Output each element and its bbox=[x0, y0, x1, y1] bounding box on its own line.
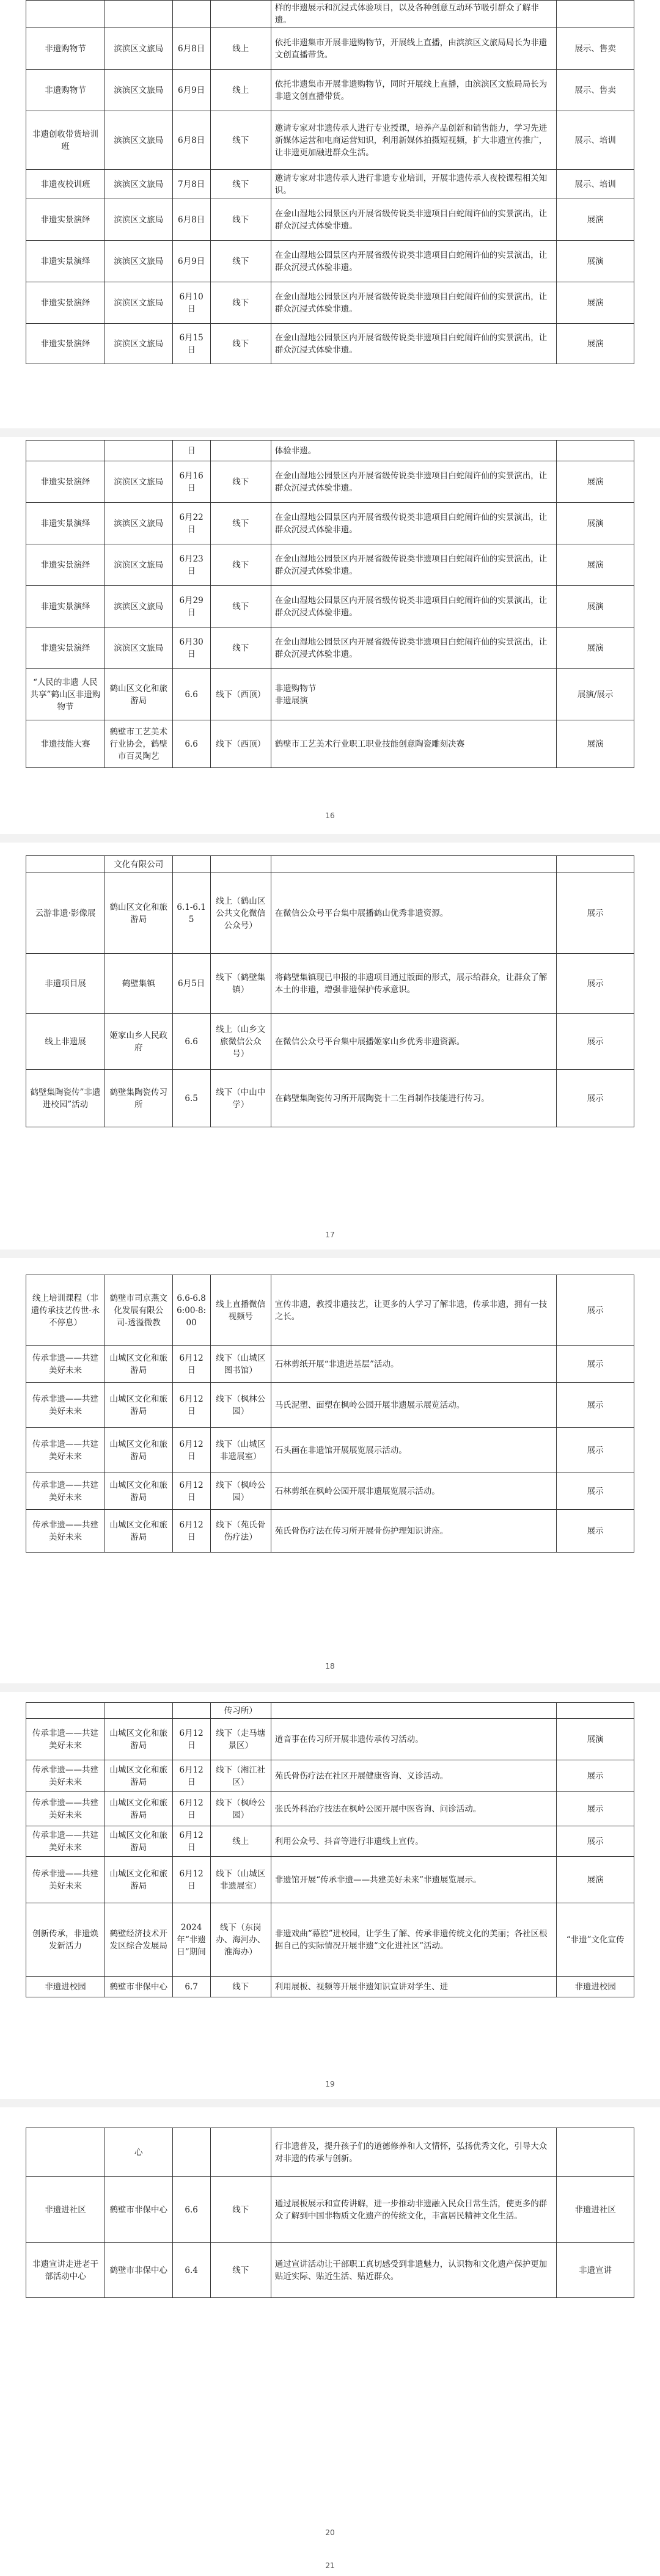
format-cell: 非遗进社区 bbox=[557, 2177, 634, 2243]
format-cell: 展演 bbox=[557, 1719, 634, 1760]
mode-cell: 线下 bbox=[210, 324, 271, 364]
content-cell: 将鹤壁集镇现已申报的非遗项目通过版面的形式，展示给群众，让群众了解本土的非遗，增强非遗保护传承意识。 bbox=[271, 954, 557, 1014]
organizer-cell: 山城区文化和旅游局 bbox=[105, 1346, 172, 1383]
mode-cell: 线下（山城区非遗展室） bbox=[210, 1857, 271, 1903]
organizer-cell: 鹤壁集镇 bbox=[105, 954, 172, 1014]
format-cell: 展演 bbox=[557, 628, 634, 669]
table-row bbox=[26, 28, 634, 70]
table-row bbox=[26, 199, 634, 241]
format-cell: 展演 bbox=[557, 544, 634, 586]
mode-cell: 线上直播微信视频号 bbox=[210, 1275, 271, 1346]
page-separator bbox=[0, 2099, 660, 2107]
content-cell: 苑氏骨伤疗法在传习所开展骨伤护理知识讲座。 bbox=[271, 1510, 557, 1553]
format-cell: 展示 bbox=[557, 1428, 634, 1473]
activity-name-cell: 非遗创收带货培训班 bbox=[26, 111, 105, 170]
page-separator bbox=[0, 1250, 660, 1258]
mode-cell: 线下（西顶） bbox=[210, 720, 271, 768]
organizer-cell: 姬家山乡人民政府 bbox=[105, 1014, 172, 1070]
table-row bbox=[26, 170, 634, 199]
activity-table bbox=[26, 440, 634, 768]
date-cell: 6.6-6.8 6:00-8:00 bbox=[172, 1275, 210, 1346]
content-cell: 样的非遗展示和沉浸式体验项目，以及各种创意互动环节吸引群众了解非遗。 bbox=[271, 1, 557, 28]
content-cell: 在金山湿地公园景区内开展省级传说类非遗项目白蛇闹许仙的实景演出，让群众沉浸式体验非遗。 bbox=[271, 503, 557, 544]
date-cell: 6月12日 bbox=[172, 1473, 210, 1510]
page-number: 19 bbox=[325, 2080, 335, 2088]
mode-cell: 线下 bbox=[210, 111, 271, 170]
activity-name-cell: 非遗实景演绎 bbox=[26, 544, 105, 586]
table-row bbox=[26, 1857, 634, 1903]
organizer-cell: 滨滨区文旅局 bbox=[105, 461, 172, 503]
activity-table bbox=[26, 1702, 634, 1997]
date-cell: 6.6 bbox=[172, 1014, 210, 1070]
content-cell: 鹤壁市工艺美术行业职工职业技能创意陶瓷雕刻决赛 bbox=[271, 720, 557, 768]
mode-cell: 线下（走马塘景区） bbox=[210, 1719, 271, 1760]
table-row bbox=[26, 1070, 634, 1127]
document-page bbox=[0, 1259, 660, 1683]
mode-cell: 线上（鹤山区公共文化微信公众号） bbox=[210, 873, 271, 954]
page-number: 18 bbox=[325, 1662, 335, 1670]
format-cell: 展示 bbox=[557, 954, 634, 1014]
content-cell: 在金山湿地公园景区内开展省级传说类非遗项目白蛇闹许仙的实景演出，让群众沉浸式体验非遗。 bbox=[271, 324, 557, 364]
table-row bbox=[26, 503, 634, 544]
content-cell: 在金山湿地公园景区内开展省级传说类非遗项目白蛇闹许仙的实景演出，让群众沉浸式体验非遗。 bbox=[271, 241, 557, 282]
table-row bbox=[26, 1346, 634, 1383]
date-cell: 6.6 bbox=[172, 2177, 210, 2243]
format-cell: 展示 bbox=[557, 1826, 634, 1857]
table-row bbox=[26, 70, 634, 111]
content-cell: 在金山湿地公园景区内开展省级传说类非遗项目白蛇闹许仙的实景演出，让群众沉浸式体验非遗。 bbox=[271, 282, 557, 324]
format-cell: 展示、售卖 bbox=[557, 70, 634, 111]
format-cell: 展示 bbox=[557, 1275, 634, 1346]
date-cell bbox=[172, 1, 210, 28]
table-row bbox=[26, 1903, 634, 1977]
organizer-cell: 滨滨区文旅局 bbox=[105, 324, 172, 364]
activity-name-cell: 非遗实景演绎 bbox=[26, 324, 105, 364]
activity-name-cell: 创新传承，非遗焕发新活力 bbox=[26, 1903, 105, 1977]
mode-cell: 线上 bbox=[210, 1826, 271, 1857]
date-cell: 6月23日 bbox=[172, 544, 210, 586]
mode-cell: 线下 bbox=[210, 544, 271, 586]
format-cell: 展示 bbox=[557, 1473, 634, 1510]
organizer-cell: 鹤壁市非保中心 bbox=[105, 2177, 172, 2243]
table-row bbox=[26, 2128, 634, 2177]
date-cell: 6.7 bbox=[172, 1977, 210, 1997]
date-cell: 6.4 bbox=[172, 2243, 210, 2298]
mode-cell: 线下 bbox=[210, 586, 271, 628]
organizer-cell: 鹤山区文化和旅游局 bbox=[105, 873, 172, 954]
organizer-cell: 鹤山区文化和旅游局 bbox=[105, 669, 172, 720]
mode-cell: 线上（山乡文旅微信公众号） bbox=[210, 1014, 271, 1070]
table-row bbox=[26, 1703, 634, 1719]
date-cell: 6.1-6.15 bbox=[172, 873, 210, 954]
table-row bbox=[26, 544, 634, 586]
table-row bbox=[26, 441, 634, 461]
content-cell: 在金山湿地公园景区内开展省级传说类非遗项目白蛇闹许仙的实景演出，让群众沉浸式体验非遗。 bbox=[271, 544, 557, 586]
organizer-cell bbox=[105, 1703, 172, 1719]
content-cell: 邀请专家对非遗传承人进行专业授课，培养产品创新和销售能力，学习先进新媒体运营和电商运营知识，利用新媒体拍摄短视频，扩大非遗宣传推广，让非遗更加融进群众生活。 bbox=[271, 111, 557, 170]
format-cell: “非遗”文化宣传 bbox=[557, 1903, 634, 1977]
format-cell: 展示 bbox=[557, 1760, 634, 1792]
table-row bbox=[26, 1473, 634, 1510]
table-row bbox=[26, 1014, 634, 1070]
content-cell: 宣传非遗，教授非遗技艺，让更多的人学习了解非遗，传承非遗，拥有一技之长。 bbox=[271, 1275, 557, 1346]
content-cell: 在金山湿地公园景区内开展省级传说类非遗项目白蛇闹许仙的实景演出，让群众沉浸式体验非遗。 bbox=[271, 461, 557, 503]
date-cell: 6月12日 bbox=[172, 1792, 210, 1826]
activity-name-cell: 非遗购物节 bbox=[26, 70, 105, 111]
activity-name-cell: 非遗实景演绎 bbox=[26, 282, 105, 324]
content-cell: 行非遗普及，提升孩子们的道德修养和人文情怀，弘扬优秀文化，引导大众对非遗的传承与创新。 bbox=[271, 2128, 557, 2177]
format-cell: 非遗宣讲 bbox=[557, 2243, 634, 2298]
date-cell: 日 bbox=[172, 441, 210, 461]
content-cell: 在金山湿地公园景区内开展省级传说类非遗项目白蛇闹许仙的实景演出，让群众沉浸式体验非遗。 bbox=[271, 586, 557, 628]
table-row bbox=[26, 954, 634, 1014]
table-row bbox=[26, 1792, 634, 1826]
document-page bbox=[0, 1692, 660, 2098]
table-row bbox=[26, 324, 634, 364]
organizer-cell: 滨滨区文旅局 bbox=[105, 503, 172, 544]
organizer-cell: 鹤壁市司京燕文化发展有限公司-透溢微教 bbox=[105, 1275, 172, 1346]
activity-table bbox=[26, 1275, 634, 1553]
date-cell bbox=[172, 856, 210, 873]
document-page bbox=[0, 0, 660, 428]
activity-name-cell: “人民的非遗 人民共享”鹤山区非遗购物节 bbox=[26, 669, 105, 720]
organizer-cell: 滨滨区文旅局 bbox=[105, 111, 172, 170]
page-separator bbox=[0, 1683, 660, 1692]
mode-cell: 线下（山城区图书馆） bbox=[210, 1346, 271, 1383]
date-cell: 6月12日 bbox=[172, 1857, 210, 1903]
date-cell: 6月9日 bbox=[172, 70, 210, 111]
activity-name-cell: 非遗实景演绎 bbox=[26, 586, 105, 628]
date-cell: 6月30日 bbox=[172, 628, 210, 669]
organizer-cell: 滨滨区文旅局 bbox=[105, 28, 172, 70]
activity-name-cell: 非遗夜校训班 bbox=[26, 170, 105, 199]
page-separator bbox=[0, 834, 660, 843]
format-cell: 展示、培训 bbox=[557, 170, 634, 199]
document-page bbox=[0, 843, 660, 1249]
organizer-cell: 山城区文化和旅游局 bbox=[105, 1383, 172, 1428]
activity-name-cell: 传承非遗——共建美好未来 bbox=[26, 1719, 105, 1760]
format-cell: 展演 bbox=[557, 282, 634, 324]
activity-name-cell bbox=[26, 856, 105, 873]
organizer-cell: 山城区文化和旅游局 bbox=[105, 1826, 172, 1857]
document-page bbox=[0, 437, 660, 833]
mode-cell: 线下 bbox=[210, 628, 271, 669]
date-cell: 6月12日 bbox=[172, 1383, 210, 1428]
content-cell: 依托非遗集市开展非遗购物节，同时开展线上直播，由滨滨区文旅局局长为非遗文创直播带货。 bbox=[271, 70, 557, 111]
mode-cell: 线下 bbox=[210, 2177, 271, 2243]
content-cell: 利用公众号、抖音等进行非遗线上宣传。 bbox=[271, 1826, 557, 1857]
date-cell bbox=[172, 2128, 210, 2177]
format-cell: 展示、培训 bbox=[557, 111, 634, 170]
table-row bbox=[26, 1, 634, 28]
mode-cell: 线上 bbox=[210, 28, 271, 70]
activity-name-cell: 云游非遗·影像展 bbox=[26, 873, 105, 954]
format-cell: 展演 bbox=[557, 199, 634, 241]
format-cell bbox=[557, 1703, 634, 1719]
format-cell: 展示 bbox=[557, 1346, 634, 1383]
content-cell: 苑氏骨伤疗法在社区开展健康咨询、义诊活动。 bbox=[271, 1760, 557, 1792]
activity-table bbox=[26, 855, 634, 1127]
format-cell bbox=[557, 2128, 634, 2177]
format-cell: 展演 bbox=[557, 586, 634, 628]
mode-cell: 线下（西顶） bbox=[210, 669, 271, 720]
date-cell: 6月5日 bbox=[172, 954, 210, 1014]
table-row bbox=[26, 1719, 634, 1760]
organizer-cell: 滨滨区文旅局 bbox=[105, 199, 172, 241]
activity-name-cell: 鹤壁集陶瓷传”非遗进校园”活动 bbox=[26, 1070, 105, 1127]
table-row bbox=[26, 282, 634, 324]
format-cell: 展演 bbox=[557, 1857, 634, 1903]
activity-table bbox=[26, 0, 634, 364]
page-number: 17 bbox=[325, 1231, 335, 1239]
activity-name-cell: 传承非遗——共建美好未来 bbox=[26, 1510, 105, 1553]
table-row bbox=[26, 241, 634, 282]
mode-cell: 线下（枫岭公园） bbox=[210, 1792, 271, 1826]
activity-name-cell: 线上非遗展 bbox=[26, 1014, 105, 1070]
organizer-cell bbox=[105, 441, 172, 461]
organizer-cell: 山城区文化和旅游局 bbox=[105, 1857, 172, 1903]
table-row bbox=[26, 1977, 634, 1997]
content-cell: 石林剪纸开展“非遗进基层”活动。 bbox=[271, 1346, 557, 1383]
content-cell: 在微信公众号平台集中展播姬家山乡优秀非遗资源。 bbox=[271, 1014, 557, 1070]
mode-cell: 线下 bbox=[210, 199, 271, 241]
format-cell: 展示 bbox=[557, 1014, 634, 1070]
activity-name-cell: 传承非遗——共建美好未来 bbox=[26, 1473, 105, 1510]
date-cell: 2024年“非遗日”期间 bbox=[172, 1903, 210, 1977]
content-cell: 在金山湿地公园景区内开展省级传说类非遗项目白蛇闹许仙的实景演出，让群众沉浸式体验非遗。 bbox=[271, 628, 557, 669]
organizer-cell: 鹤壁市非保中心 bbox=[105, 2243, 172, 2298]
table-row bbox=[26, 1275, 634, 1346]
format-cell bbox=[557, 856, 634, 873]
page-number: 21 bbox=[325, 2561, 335, 2570]
activity-name-cell: 传承非遗——共建美好未来 bbox=[26, 1760, 105, 1792]
content-cell: 石头画在非遗馆开展展览展示活动。 bbox=[271, 1428, 557, 1473]
organizer-cell: 山城区文化和旅游局 bbox=[105, 1510, 172, 1553]
content-cell bbox=[271, 1703, 557, 1719]
format-cell: 展演 bbox=[557, 503, 634, 544]
mode-cell: 线下 bbox=[210, 170, 271, 199]
content-cell: 邀请专家对非遗传承人进行非遗专业培训，开展非遗传承人夜校课程相关知识。 bbox=[271, 170, 557, 199]
organizer-cell: 山城区文化和旅游局 bbox=[105, 1792, 172, 1826]
date-cell bbox=[172, 1703, 210, 1719]
activity-name-cell: 非遗实景演绎 bbox=[26, 628, 105, 669]
content-cell: 非遗馆开展“传承非遗——共建美好未来”非遗展览展示。 bbox=[271, 1857, 557, 1903]
table-row bbox=[26, 628, 634, 669]
format-cell: 展示 bbox=[557, 1383, 634, 1428]
format-cell bbox=[557, 1, 634, 28]
mode-cell: 线下 bbox=[210, 1977, 271, 1997]
content-cell: 利用展板、视频等开展非遗知识宣讲对学生、进 bbox=[271, 1977, 557, 1997]
content-cell: 张氏外科治疗技法在枫岭公园开展中医咨询、问诊活动。 bbox=[271, 1792, 557, 1826]
activity-name-cell: 非遗宣讲走进老干部活动中心 bbox=[26, 2243, 105, 2298]
date-cell: 6月8日 bbox=[172, 111, 210, 170]
table-row bbox=[26, 461, 634, 503]
organizer-cell: 滨滨区文旅局 bbox=[105, 70, 172, 111]
content-cell: 在微信公众号平台集中展播鹤山优秀非遗资源。 bbox=[271, 873, 557, 954]
date-cell: 6月12日 bbox=[172, 1346, 210, 1383]
date-cell: 6月16日 bbox=[172, 461, 210, 503]
activity-name-cell: 非遗实景演绎 bbox=[26, 199, 105, 241]
content-cell: 道音事在传习所开展非遗传承传习活动。 bbox=[271, 1719, 557, 1760]
organizer-cell: 山城区文化和旅游局 bbox=[105, 1473, 172, 1510]
mode-cell: 线下（枫林公园） bbox=[210, 1383, 271, 1428]
organizer-cell: 滨滨区文旅局 bbox=[105, 170, 172, 199]
activity-name-cell: 非遗进校园 bbox=[26, 1977, 105, 1997]
table-row bbox=[26, 1510, 634, 1553]
mode-cell: 线下（中山中学） bbox=[210, 1070, 271, 1127]
organizer-cell: 心 bbox=[105, 2128, 172, 2177]
date-cell: 6月9日 bbox=[172, 241, 210, 282]
mode-cell: 线下（东岗办、海河办、淮海办） bbox=[210, 1903, 271, 1977]
organizer-cell: 滨滨区文旅局 bbox=[105, 628, 172, 669]
organizer-cell: 山城区文化和旅游局 bbox=[105, 1428, 172, 1473]
date-cell: 6月8日 bbox=[172, 199, 210, 241]
organizer-cell: 鹤壁市非保中心 bbox=[105, 1977, 172, 1997]
activity-name-cell: 传承非遗——共建美好未来 bbox=[26, 1826, 105, 1857]
document-page bbox=[0, 2108, 660, 2576]
mode-cell bbox=[210, 856, 271, 873]
format-cell: 展演 bbox=[557, 720, 634, 768]
date-cell: 6.6 bbox=[172, 669, 210, 720]
activity-name-cell: 非遗实景演绎 bbox=[26, 461, 105, 503]
activity-name-cell: 非遗进社区 bbox=[26, 2177, 105, 2243]
activity-name-cell: 非遗技能大赛 bbox=[26, 720, 105, 768]
activity-name-cell: 非遗项目展 bbox=[26, 954, 105, 1014]
organizer-cell: 滨滨区文旅局 bbox=[105, 544, 172, 586]
activity-name-cell: 非遗实景演绎 bbox=[26, 241, 105, 282]
format-cell: 展演 bbox=[557, 324, 634, 364]
organizer-cell: 滨滨区文旅局 bbox=[105, 586, 172, 628]
content-cell: 通过展板展示和宣传讲解，进一步推动非遗融入民众日常生活，使更多的群众了解到中国非物质文化遗产的传统文化，丰富居民精神文化生活。 bbox=[271, 2177, 557, 2243]
table-row bbox=[26, 1383, 634, 1428]
date-cell: 6.6 bbox=[172, 720, 210, 768]
organizer-cell: 鹤壁市工艺美术行业协会，鹤壁市百灵陶艺 bbox=[105, 720, 172, 768]
activity-name-cell: 传承非遗——共建美好未来 bbox=[26, 1792, 105, 1826]
content-cell: 在鹤壁集陶瓷传习所开展陶瓷十二生肖制作技能进行传习。 bbox=[271, 1070, 557, 1127]
date-cell: 6月8日 bbox=[172, 28, 210, 70]
table-row bbox=[26, 111, 634, 170]
date-cell: 6月12日 bbox=[172, 1826, 210, 1857]
date-cell: 6.5 bbox=[172, 1070, 210, 1127]
activity-table bbox=[26, 2128, 634, 2298]
organizer-cell: 鹤壁经济技术开发区综合发展局 bbox=[105, 1903, 172, 1977]
date-cell: 7月8日 bbox=[172, 170, 210, 199]
format-cell: 展示 bbox=[557, 873, 634, 954]
mode-cell: 线下（苑氏骨伤疗法） bbox=[210, 1510, 271, 1553]
table-row bbox=[26, 720, 634, 768]
date-cell: 6月12日 bbox=[172, 1760, 210, 1792]
organizer-cell: 山城区文化和旅游局 bbox=[105, 1719, 172, 1760]
page-separator bbox=[0, 428, 660, 437]
content-cell: 非遗购物节 非遗展演 bbox=[271, 669, 557, 720]
mode-cell: 线下（鹤壁集镇） bbox=[210, 954, 271, 1014]
mode-cell bbox=[210, 1, 271, 28]
content-cell: 依托非遗集市开展非遗购物节，开展线上直播，由滨滨区文旅局局长为非遗文创直播带货。 bbox=[271, 28, 557, 70]
activity-name-cell bbox=[26, 1703, 105, 1719]
page-number: 16 bbox=[325, 811, 335, 820]
organizer-cell: 滨滨区文旅局 bbox=[105, 241, 172, 282]
format-cell: 展示 bbox=[557, 1070, 634, 1127]
activity-name-cell: 传承非遗——共建美好未来 bbox=[26, 1346, 105, 1383]
date-cell: 6月12日 bbox=[172, 1428, 210, 1473]
content-cell: 马氏泥塑、面塑在枫岭公园开展非遗展示展览活动。 bbox=[271, 1383, 557, 1428]
mode-cell bbox=[210, 441, 271, 461]
activity-name-cell bbox=[26, 2128, 105, 2177]
organizer-cell: 滨滨区文旅局 bbox=[105, 282, 172, 324]
date-cell: 6月10日 bbox=[172, 282, 210, 324]
date-cell: 6月15日 bbox=[172, 324, 210, 364]
date-cell: 6月12日 bbox=[172, 1719, 210, 1760]
format-cell: 展演 bbox=[557, 461, 634, 503]
organizer-cell: 山城区文化和旅游局 bbox=[105, 1760, 172, 1792]
format-cell: 展演 bbox=[557, 241, 634, 282]
content-cell: 通过宣讲活动让干部职工真切感受到非遗魅力，认识物和文化遗产保护更加贴近实际、贴近生活、贴近群众。 bbox=[271, 2243, 557, 2298]
organizer-cell bbox=[105, 1, 172, 28]
table-row bbox=[26, 2177, 634, 2243]
mode-cell bbox=[210, 2128, 271, 2177]
mode-cell: 线下 bbox=[210, 241, 271, 282]
activity-name-cell: 非遗购物节 bbox=[26, 28, 105, 70]
table-row bbox=[26, 856, 634, 873]
mode-cell: 线下 bbox=[210, 282, 271, 324]
format-cell: 展演/展示 bbox=[557, 669, 634, 720]
date-cell: 6月22日 bbox=[172, 503, 210, 544]
content-cell: 体验非遗。 bbox=[271, 441, 557, 461]
activity-name-cell: 线上培训课程（非遗传承技艺传世-永不停息） bbox=[26, 1275, 105, 1346]
table-row bbox=[26, 873, 634, 954]
mode-cell: 线下 bbox=[210, 503, 271, 544]
activity-name-cell bbox=[26, 441, 105, 461]
page-number: 20 bbox=[325, 2528, 335, 2537]
date-cell: 6月29日 bbox=[172, 586, 210, 628]
format-cell: 展示 bbox=[557, 1510, 634, 1553]
table-row bbox=[26, 2243, 634, 2298]
format-cell bbox=[557, 441, 634, 461]
table-row bbox=[26, 1428, 634, 1473]
mode-cell: 线下（湘江社区） bbox=[210, 1760, 271, 1792]
activity-name-cell: 传承非遗——共建美好未来 bbox=[26, 1857, 105, 1903]
activity-name-cell: 非遗实景演绎 bbox=[26, 503, 105, 544]
content-cell: 非遗戏曲“幕腔”进校园，让学生了解、传承非遗传统文化的美丽；各社区根据自己的实际情况开展非遗“文化进社区”活动。 bbox=[271, 1903, 557, 1977]
table-row bbox=[26, 586, 634, 628]
table-row bbox=[26, 669, 634, 720]
table-row bbox=[26, 1826, 634, 1857]
format-cell: 展示 bbox=[557, 1792, 634, 1826]
activity-name-cell: 传承非遗——共建美好未来 bbox=[26, 1383, 105, 1428]
mode-cell: 线下（山城区非遗展室） bbox=[210, 1428, 271, 1473]
format-cell: 非遗进校园 bbox=[557, 1977, 634, 1997]
mode-cell: 传习所） bbox=[210, 1703, 271, 1719]
mode-cell: 线下（枫岭公园） bbox=[210, 1473, 271, 1510]
table-row bbox=[26, 1760, 634, 1792]
mode-cell: 线下 bbox=[210, 2243, 271, 2298]
content-cell: 在金山湿地公园景区内开展省级传说类非遗项目白蛇闹许仙的实景演出，让群众沉浸式体验非遗。 bbox=[271, 199, 557, 241]
mode-cell: 线下 bbox=[210, 461, 271, 503]
activity-name-cell bbox=[26, 1, 105, 28]
date-cell: 6月12日 bbox=[172, 1510, 210, 1553]
activity-name-cell: 传承非遗——共建美好未来 bbox=[26, 1428, 105, 1473]
format-cell: 展示、售卖 bbox=[557, 28, 634, 70]
organizer-cell: 鹤壁集陶瓷传习所 bbox=[105, 1070, 172, 1127]
organizer-cell: 文化有限公司 bbox=[105, 856, 172, 873]
content-cell bbox=[271, 856, 557, 873]
mode-cell: 线上 bbox=[210, 70, 271, 111]
content-cell: 石林剪纸在枫岭公园开展非遗展览展示活动。 bbox=[271, 1473, 557, 1510]
